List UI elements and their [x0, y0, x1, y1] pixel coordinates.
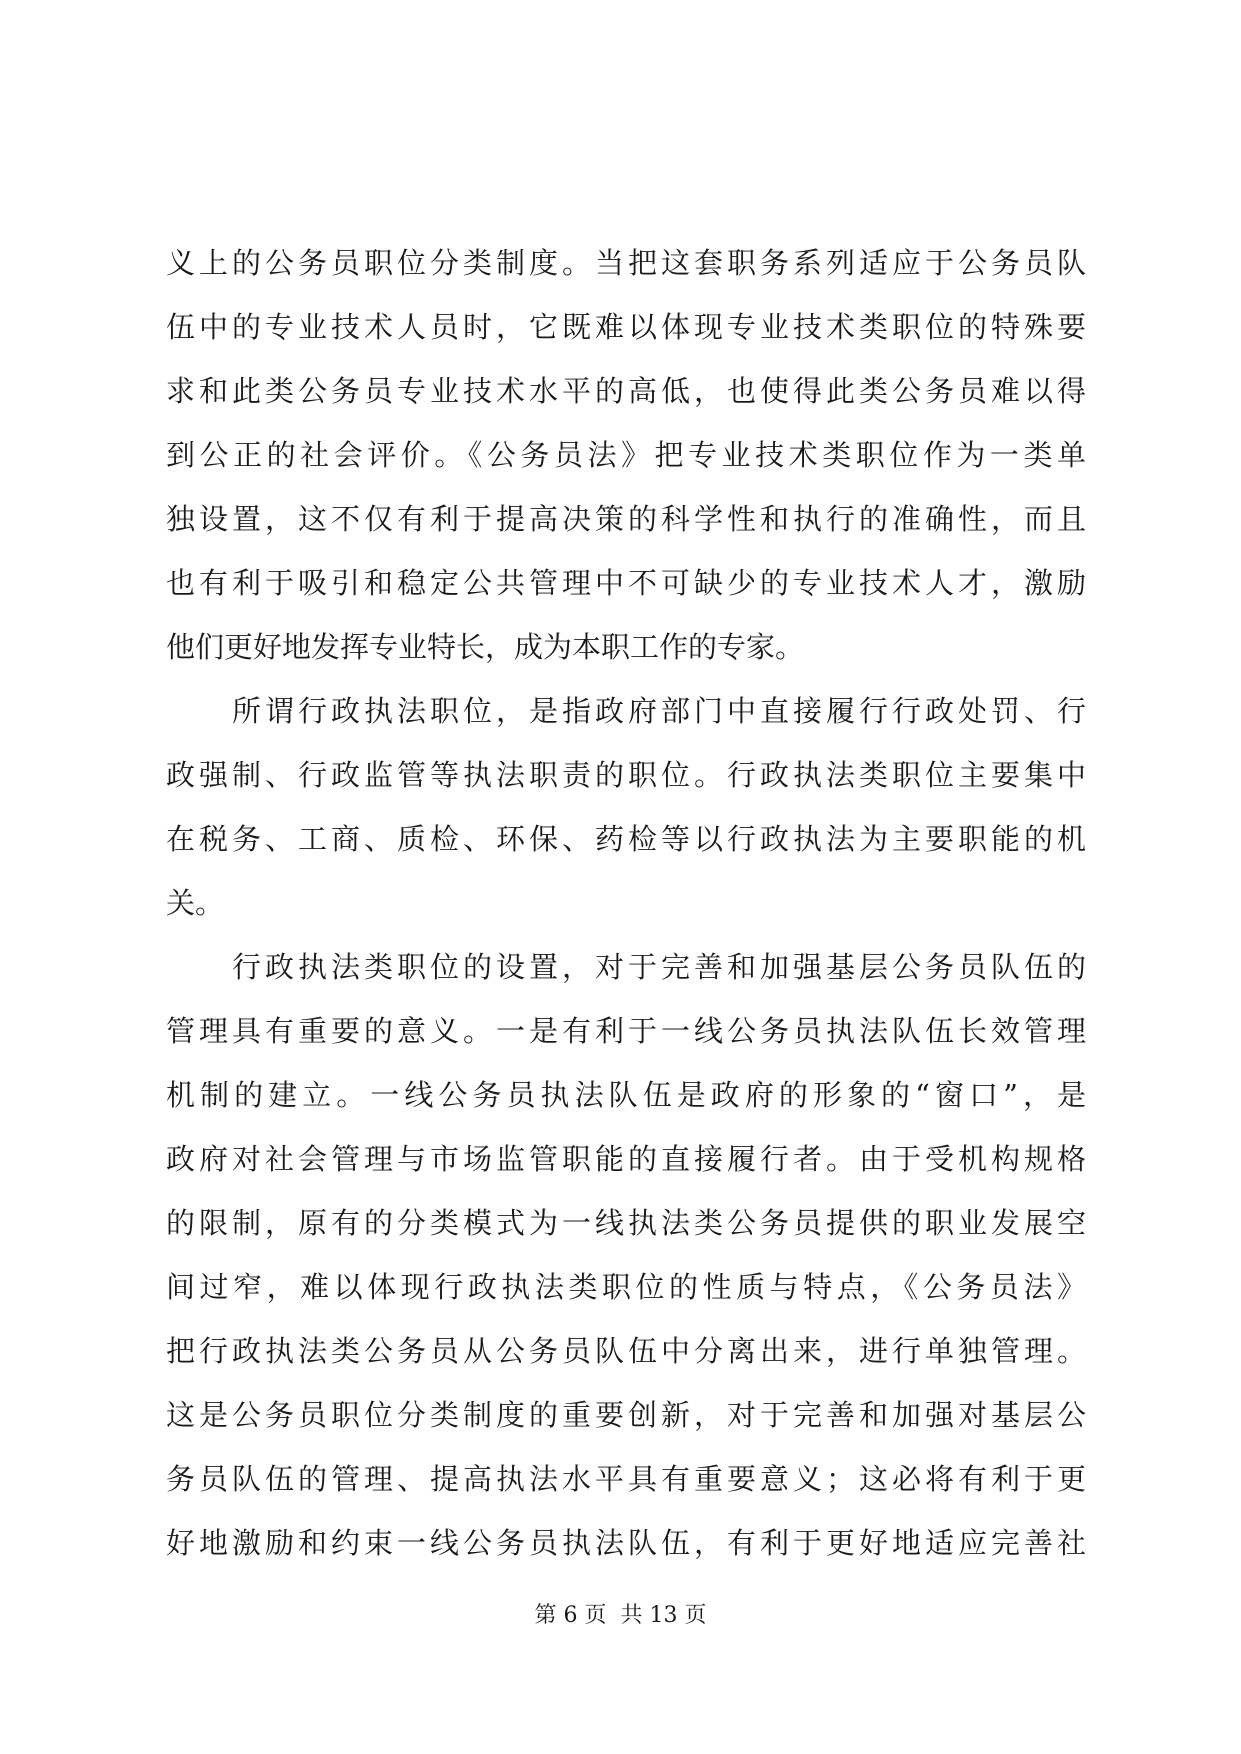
text-line: 所谓行政执法职位，是指政府部门中直接履行行政处罚、行 [232, 694, 1086, 728]
text-line: 他们更好地发挥专业特长，成为本职工作的专家。 [166, 630, 805, 664]
text-line: 政强制、行政监管等执法职责的职位。行政执法类职位主要集中 [166, 758, 1086, 792]
text-line: 这是公务员职位分类制度的重要创新，对于完善和加强对基层公 [166, 1398, 1086, 1432]
text-line: 在税务、工商、质检、环保、药检等以行政执法为主要职能的机 [166, 822, 1086, 856]
text-line: 务员队伍的管理、提高执法水平具有重要意义；这必将有利于更 [166, 1462, 1086, 1496]
text-line: 行政执法类职位的设置，对于完善和加强基层公务员队伍的 [232, 950, 1086, 984]
body-text [166, 231, 1086, 1575]
page-footer [0, 1601, 1241, 1631]
text-line: 独设置，这不仅有利于提高决策的科学性和执行的准确性，而且 [166, 502, 1086, 536]
text-line: 间过窄，难以体现行政执法类职位的性质与特点，《公务员法》 [166, 1270, 1086, 1304]
text-line: 伍中的专业技术人员时，它既难以体现专业技术类职位的特殊要 [166, 310, 1086, 344]
text-line: 到公正的社会评价。《公务员法》把专业技术类职位作为一类单 [166, 438, 1086, 472]
page-number: 第 6 页 [534, 1603, 607, 1628]
text-line: 把行政执法类公务员从公务员队伍中分离出来，进行单独管理。 [166, 1334, 1086, 1368]
text-line: 也有利于吸引和稳定公共管理中不可缺少的专业技术人才，激励 [166, 566, 1086, 600]
text-line: 的限制，原有的分类模式为一线执法类公务员提供的职业发展空 [166, 1206, 1086, 1240]
text-line: 机制的建立。一线公务员执法队伍是政府的形象的“窗口”，是 [166, 1078, 1086, 1112]
text-line: 管理具有重要的意义。一是有利于一线公务员执法队伍长效管理 [166, 1014, 1086, 1048]
text-line: 好地激励和约束一线公务员执法队伍，有利于更好地适应完善社 [166, 1526, 1086, 1560]
text-line: 关。 [166, 886, 225, 920]
text-line: 求和此类公务员专业技术水平的高低，也使得此类公务员难以得 [166, 374, 1086, 408]
page-total: 共 13 页 [620, 1603, 707, 1628]
text-line: 政府对社会管理与市场监管职能的直接履行者。由于受机构规格 [166, 1142, 1086, 1176]
text-line: 义上的公务员职位分类制度。当把这套职务系列适应于公务员队 [166, 246, 1086, 280]
